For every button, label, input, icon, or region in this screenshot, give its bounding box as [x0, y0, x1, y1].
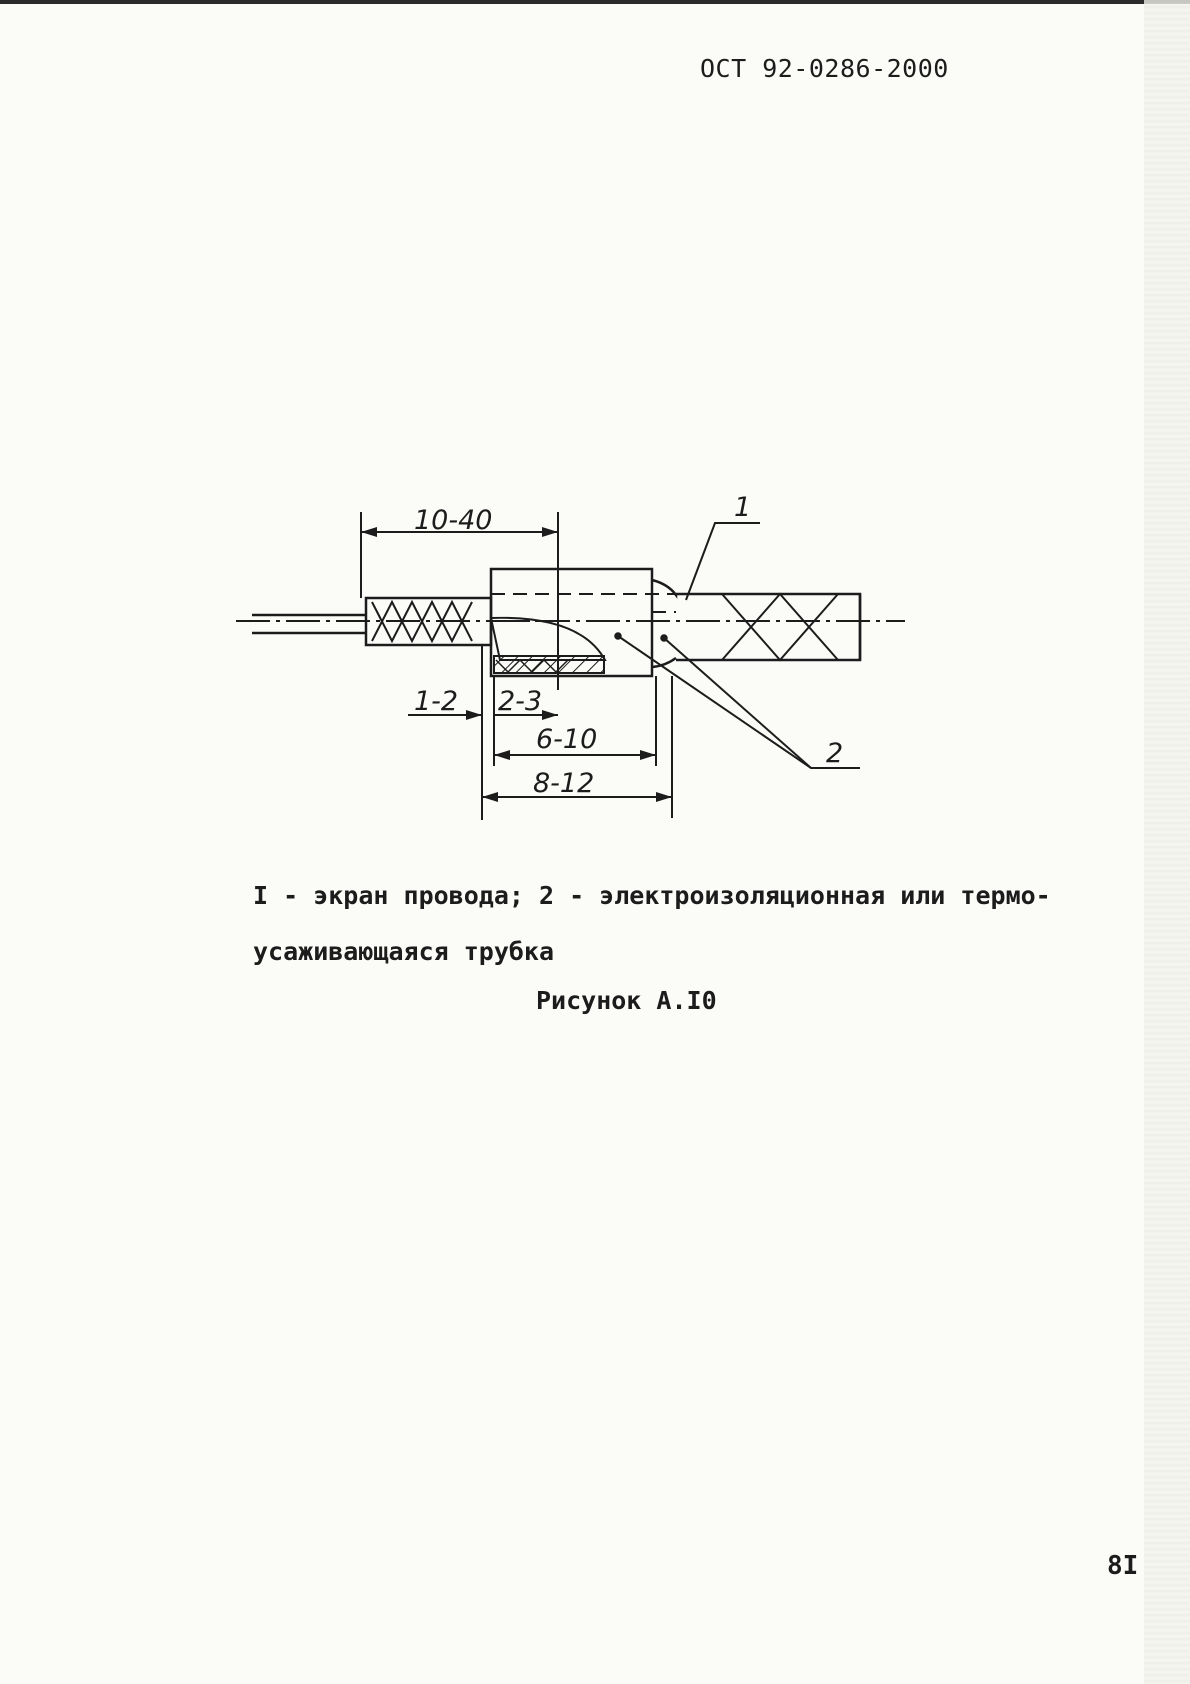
dim-8-12: 8-12 [533, 768, 595, 799]
callout-1-number: 1 [734, 492, 752, 523]
page-number: 8I [1107, 1551, 1139, 1581]
dim-1-2: 1-2 [414, 686, 459, 717]
callout-2-leader [618, 636, 860, 768]
legend-line-1: I - экран провода; 2 - электроизоляционная или термо- [253, 881, 1051, 910]
callout-2-number: 2 [826, 738, 844, 769]
dim-10-40: 10-40 [414, 505, 493, 536]
cable-jacket [676, 594, 860, 660]
inner-sleeve-dashed [491, 594, 676, 621]
document-code: ОСТ 92-0286-2000 [700, 54, 949, 83]
callout-1-leader [686, 523, 760, 600]
cut-curve [491, 618, 605, 660]
dim-2-3: 2-3 [498, 686, 543, 717]
legend-line-2: усаживающаяся трубка [253, 937, 555, 966]
figure-legend [253, 868, 1053, 980]
braid-x-right [722, 594, 838, 660]
figure-caption: Рисунок А.I0 [536, 986, 717, 1015]
dim-6-10: 6-10 [536, 724, 598, 755]
braid-x-right-2 [722, 594, 838, 660]
